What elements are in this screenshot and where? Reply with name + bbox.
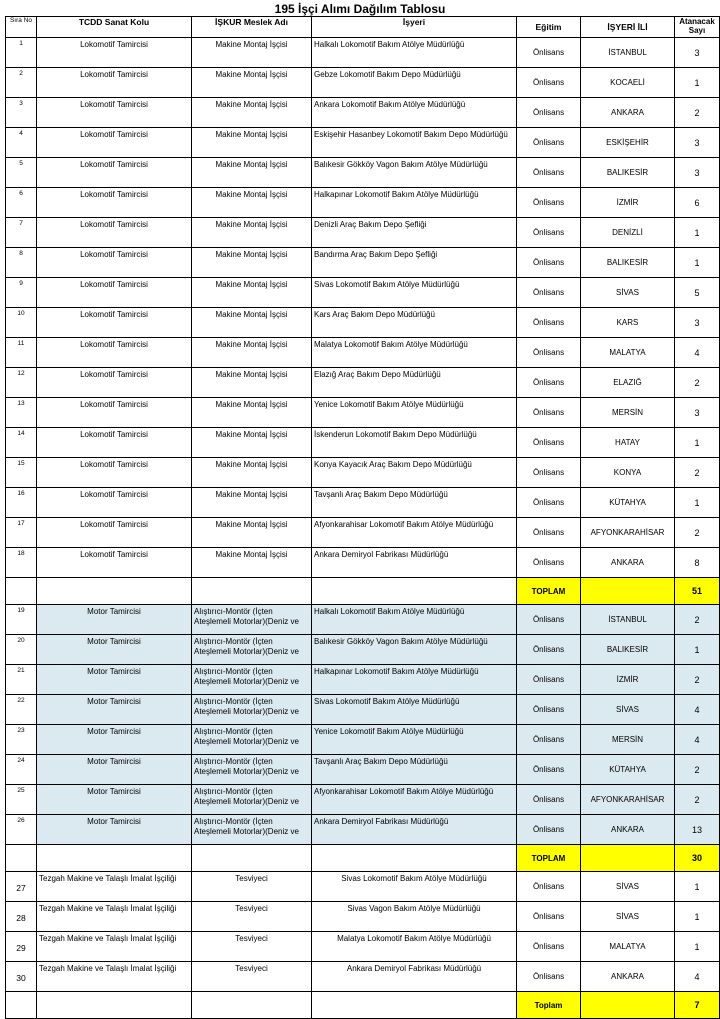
table-row [6,635,720,665]
sayi-cell: 2 [675,605,720,635]
meslek-cell: Makine Montaj İşçisi [192,338,312,368]
isyeri-cell: Elazığ Araç Bakım Depo Müdürlüğü [312,368,517,398]
table-row [6,68,720,98]
empty-cell [37,845,192,872]
meslek-cell: Makine Montaj İşçisi [192,398,312,428]
sayi-cell: 4 [675,725,720,755]
meslek-cell: Alıştırıcı-Montör (İçten Ateşlemeli Motorlar)(Deniz ve [192,665,312,695]
isyeri-cell: Kars Araç Bakım Depo Müdürlüğü [312,308,517,338]
il-cell: ANKARA [581,962,675,992]
table-row [6,338,720,368]
table-row [6,398,720,428]
sanat-kolu-cell: Tezgah Makine ve Talaşlı İmalat İşçiliği [37,872,192,902]
table-row [6,308,720,338]
total-label: TOPLAM [517,578,581,605]
il-cell: ANKARA [581,98,675,128]
table-row [6,725,720,755]
table-row [6,368,720,398]
il-cell: KARS [581,308,675,338]
il-cell: DENİZLİ [581,218,675,248]
il-cell: ELAZIĞ [581,368,675,398]
total-label: TOPLAM [517,845,581,872]
total-value: 7 [675,992,720,1019]
egitim-cell: Önlisans [517,725,581,755]
isyeri-cell: Sivas Vagon Bakım Atölye Müdürlüğü [312,902,517,932]
total-empty-cell [581,578,675,605]
isyeri-cell: Sivas Lokomotif Bakım Atölye Müdürlüğü [312,695,517,725]
il-cell: BALIKESİR [581,248,675,278]
meslek-cell: Tesviyeci [192,872,312,902]
il-cell: İZMİR [581,665,675,695]
meslek-cell: Makine Montaj İşçisi [192,278,312,308]
sanat-kolu-cell: Lokomotif Tamircisi [37,248,192,278]
empty-cell [312,578,517,605]
isyeri-cell: Malatya Lokomotif Bakım Atölye Müdürlüğü [312,338,517,368]
sayi-cell: 2 [675,518,720,548]
meslek-cell: Makine Montaj İşçisi [192,518,312,548]
sanat-kolu-cell: Lokomotif Tamircisi [37,518,192,548]
meslek-cell: Tesviyeci [192,932,312,962]
meslek-cell: Makine Montaj İşçisi [192,368,312,398]
isyeri-cell: Halkalı Lokomotif Bakım Atölye Müdürlüğü [312,38,517,68]
egitim-cell: Önlisans [517,218,581,248]
sanat-kolu-cell: Lokomotif Tamircisi [37,458,192,488]
il-cell: MALATYA [581,338,675,368]
table-row [6,902,720,932]
total-empty-cell [581,845,675,872]
table-row [6,218,720,248]
empty-cell [192,845,312,872]
header-egitim: Eğitim [517,17,581,38]
empty-cell [6,578,37,605]
total-value: 30 [675,845,720,872]
egitim-cell: Önlisans [517,695,581,725]
total-row [6,992,720,1019]
table-row [6,98,720,128]
row-number: 13 [6,398,37,428]
il-cell: SİVAS [581,695,675,725]
total-row [6,845,720,872]
total-row [6,578,720,605]
sanat-kolu-cell: Lokomotif Tamircisi [37,338,192,368]
il-cell: MERSİN [581,725,675,755]
meslek-cell: Makine Montaj İşçisi [192,158,312,188]
il-cell: SİVAS [581,872,675,902]
egitim-cell: Önlisans [517,398,581,428]
il-cell: İZMİR [581,188,675,218]
il-cell: SİVAS [581,902,675,932]
row-number: 27 [6,872,37,902]
table-row [6,548,720,578]
isyeri-cell: Afyonkarahisar Lokomotif Bakım Atölye Müdürlüğü [312,518,517,548]
row-number: 20 [6,635,37,665]
sayi-cell: 1 [675,932,720,962]
isyeri-cell: Gebze Lokomotif Bakım Depo Müdürlüğü [312,68,517,98]
egitim-cell: Önlisans [517,635,581,665]
egitim-cell: Önlisans [517,278,581,308]
empty-cell [312,845,517,872]
sanat-kolu-cell: Lokomotif Tamircisi [37,398,192,428]
sayi-cell: 4 [675,695,720,725]
total-empty-cell [581,992,675,1019]
isyeri-cell: Sivas Lokomotif Bakım Atölye Müdürlüğü [312,872,517,902]
sanat-kolu-cell: Tezgah Makine ve Talaşlı İmalat İşçiliği [37,902,192,932]
isyeri-cell: Yenice Lokomotif Bakım Atölye Müdürlüğü [312,398,517,428]
table-row [6,458,720,488]
row-number: 19 [6,605,37,635]
isyeri-cell: Yenice Lokomotif Bakım Atölye Müdürlüğü [312,725,517,755]
header-sayi: Atanacak Sayı [675,17,720,38]
sayi-cell: 2 [675,665,720,695]
table-row [6,962,720,992]
sayi-cell: 2 [675,755,720,785]
row-number: 17 [6,518,37,548]
table-row [6,188,720,218]
row-number: 22 [6,695,37,725]
isyeri-cell: Malatya Lokomotif Bakım Atölye Müdürlüğü [312,932,517,962]
sanat-kolu-cell: Lokomotif Tamircisi [37,368,192,398]
sayi-cell: 3 [675,128,720,158]
row-number: 21 [6,665,37,695]
meslek-cell: Makine Montaj İşçisi [192,248,312,278]
table-row [6,665,720,695]
sanat-kolu-cell: Motor Tamircisi [37,695,192,725]
isyeri-cell: Tavşanlı Araç Bakım Depo Müdürlüğü [312,488,517,518]
meslek-cell: Makine Montaj İşçisi [192,548,312,578]
row-number: 2 [6,68,37,98]
sayi-cell: 1 [675,218,720,248]
sayi-cell: 2 [675,785,720,815]
table-row [6,428,720,458]
isyeri-cell: Halkapınar Lokomotif Bakım Atölye Müdürlüğü [312,665,517,695]
il-cell: ANKARA [581,815,675,845]
meslek-cell: Makine Montaj İşçisi [192,308,312,338]
il-cell: BALIKESİR [581,635,675,665]
row-number: 7 [6,218,37,248]
egitim-cell: Önlisans [517,665,581,695]
row-number: 18 [6,548,37,578]
meslek-cell: Alıştırıcı-Montör (İçten Ateşlemeli Motorlar)(Deniz ve [192,725,312,755]
empty-cell [192,578,312,605]
table-row [6,38,720,68]
egitim-cell: Önlisans [517,458,581,488]
table-row [6,518,720,548]
il-cell: BALIKESİR [581,158,675,188]
sayi-cell: 1 [675,68,720,98]
sanat-kolu-cell: Motor Tamircisi [37,755,192,785]
row-number: 30 [6,962,37,992]
table-row [6,488,720,518]
sayi-cell: 4 [675,962,720,992]
table-row [6,932,720,962]
sayi-cell: 5 [675,278,720,308]
total-value: 51 [675,578,720,605]
empty-cell [312,992,517,1019]
row-number: 6 [6,188,37,218]
sayi-cell: 1 [675,635,720,665]
egitim-cell: Önlisans [517,68,581,98]
sayi-cell: 3 [675,308,720,338]
il-cell: KÜTAHYA [581,755,675,785]
meslek-cell: Alıştırıcı-Montör (İçten Ateşlemeli Motorlar)(Deniz ve [192,695,312,725]
empty-cell [192,992,312,1019]
il-cell: SİVAS [581,278,675,308]
row-number: 24 [6,755,37,785]
il-cell: ESKİŞEHİR [581,128,675,158]
header-row [6,17,720,38]
table-row [6,278,720,308]
table-row [6,872,720,902]
meslek-cell: Tesviyeci [192,902,312,932]
header-isyeri: İşyeri [312,17,517,38]
sanat-kolu-cell: Motor Tamircisi [37,815,192,845]
il-cell: İSTANBUL [581,38,675,68]
distribution-table [5,16,720,1019]
sanat-kolu-cell: Lokomotif Tamircisi [37,548,192,578]
isyeri-cell: Balıkesir Gökköy Vagon Bakım Atölye Müdürlüğü [312,158,517,188]
isyeri-cell: Ankara Lokomotif Bakım Atölye Müdürlüğü [312,98,517,128]
egitim-cell: Önlisans [517,815,581,845]
row-number: 11 [6,338,37,368]
il-cell: AFYONKARAHİSAR [581,518,675,548]
row-number: 29 [6,932,37,962]
egitim-cell: Önlisans [517,902,581,932]
meslek-cell: Alıştırıcı-Montör (İçten Ateşlemeli Motorlar)(Deniz ve [192,605,312,635]
table-row [6,248,720,278]
isyeri-cell: İskenderun Lokomotif Bakım Depo Müdürlüğü [312,428,517,458]
meslek-cell: Makine Montaj İşçisi [192,38,312,68]
sanat-kolu-cell: Lokomotif Tamircisi [37,158,192,188]
sayi-cell: 3 [675,158,720,188]
table-row [6,695,720,725]
header-kol: TCDD Sanat Kolu [37,17,192,38]
header-meslek: İŞKUR Meslek Adı [192,17,312,38]
sanat-kolu-cell: Lokomotif Tamircisi [37,488,192,518]
header-sira: Sıra No [6,17,37,38]
egitim-cell: Önlisans [517,488,581,518]
isyeri-cell: Eskişehir Hasanbey Lokomotif Bakım Depo Müdürlüğü [312,128,517,158]
row-number: 4 [6,128,37,158]
row-number: 12 [6,368,37,398]
row-number: 28 [6,902,37,932]
egitim-cell: Önlisans [517,308,581,338]
il-cell: KOCAELİ [581,68,675,98]
il-cell: ANKARA [581,548,675,578]
egitim-cell: Önlisans [517,518,581,548]
sanat-kolu-cell: Lokomotif Tamircisi [37,38,192,68]
isyeri-cell: Bandırma Araç Bakım Depo Şefliği [312,248,517,278]
sanat-kolu-cell: Lokomotif Tamircisi [37,98,192,128]
isyeri-cell: Halkapınar Lokomotif Bakım Atölye Müdürlüğü [312,188,517,218]
egitim-cell: Önlisans [517,338,581,368]
isyeri-cell: Tavşanlı Araç Bakım Depo Müdürlüğü [312,755,517,785]
egitim-cell: Önlisans [517,188,581,218]
sayi-cell: 13 [675,815,720,845]
empty-cell [37,578,192,605]
table-row [6,128,720,158]
egitim-cell: Önlisans [517,605,581,635]
sanat-kolu-cell: Tezgah Makine ve Talaşlı İmalat İşçiliği [37,962,192,992]
egitim-cell: Önlisans [517,158,581,188]
il-cell: AFYONKARAHİSAR [581,785,675,815]
sanat-kolu-cell: Motor Tamircisi [37,725,192,755]
il-cell: İSTANBUL [581,605,675,635]
isyeri-cell: Afyonkarahisar Lokomotif Bakım Atölye Müdürlüğü [312,785,517,815]
meslek-cell: Makine Montaj İşçisi [192,218,312,248]
sayi-cell: 2 [675,458,720,488]
row-number: 14 [6,428,37,458]
sayi-cell: 2 [675,98,720,128]
sanat-kolu-cell: Motor Tamircisi [37,785,192,815]
page-title: 195 İşçi Alımı Dağılım Tablosu [274,2,446,16]
sayi-cell: 3 [675,38,720,68]
egitim-cell: Önlisans [517,932,581,962]
sayi-cell: 8 [675,548,720,578]
il-cell: HATAY [581,428,675,458]
meslek-cell: Makine Montaj İşçisi [192,488,312,518]
row-number: 9 [6,278,37,308]
row-number: 26 [6,815,37,845]
meslek-cell: Makine Montaj İşçisi [192,128,312,158]
meslek-cell: Tesviyeci [192,962,312,992]
sanat-kolu-cell: Tezgah Makine ve Talaşlı İmalat İşçiliği [37,932,192,962]
meslek-cell: Alıştırıcı-Montör (İçten Ateşlemeli Motorlar)(Deniz ve [192,635,312,665]
row-number: 1 [6,38,37,68]
sayi-cell: 1 [675,872,720,902]
il-cell: MERSİN [581,398,675,428]
empty-cell [6,992,37,1019]
meslek-cell: Makine Montaj İşçisi [192,428,312,458]
sanat-kolu-cell: Lokomotif Tamircisi [37,188,192,218]
meslek-cell: Alıştırıcı-Montör (İçten Ateşlemeli Motorlar)(Deniz ve [192,755,312,785]
header-il: İŞYERİ İLİ [581,17,675,38]
il-cell: KÜTAHYA [581,488,675,518]
empty-cell [37,992,192,1019]
egitim-cell: Önlisans [517,962,581,992]
il-cell: KONYA [581,458,675,488]
meslek-cell: Alıştırıcı-Montör (İçten Ateşlemeli Motorlar)(Deniz ve [192,815,312,845]
sayi-cell: 3 [675,398,720,428]
isyeri-cell: Ankara Demiryol Fabrikası Müdürlüğü [312,548,517,578]
row-number: 16 [6,488,37,518]
sanat-kolu-cell: Lokomotif Tamircisi [37,68,192,98]
sayi-cell: 6 [675,188,720,218]
table-row [6,158,720,188]
egitim-cell: Önlisans [517,248,581,278]
isyeri-cell: Denizli Araç Bakım Depo Şefliği [312,218,517,248]
row-number: 3 [6,98,37,128]
row-number: 15 [6,458,37,488]
meslek-cell: Makine Montaj İşçisi [192,188,312,218]
isyeri-cell: Halkalı Lokomotif Bakım Atölye Müdürlüğü [312,605,517,635]
sanat-kolu-cell: Motor Tamircisi [37,665,192,695]
row-number: 8 [6,248,37,278]
sayi-cell: 1 [675,902,720,932]
row-number: 25 [6,785,37,815]
sanat-kolu-cell: Lokomotif Tamircisi [37,128,192,158]
meslek-cell: Alıştırıcı-Montör (İçten Ateşlemeli Motorlar)(Deniz ve [192,785,312,815]
meslek-cell: Makine Montaj İşçisi [192,68,312,98]
sanat-kolu-cell: Motor Tamircisi [37,635,192,665]
sanat-kolu-cell: Lokomotif Tamircisi [37,428,192,458]
il-cell: MALATYA [581,932,675,962]
isyeri-cell: Sivas Lokomotif Bakım Atölye Müdürlüğü [312,278,517,308]
sanat-kolu-cell: Motor Tamircisi [37,605,192,635]
egitim-cell: Önlisans [517,128,581,158]
total-label: Toplam [517,992,581,1019]
row-number: 10 [6,308,37,338]
isyeri-cell: Balıkesir Gökköy Vagon Bakım Atölye Müdürlüğü [312,635,517,665]
meslek-cell: Makine Montaj İşçisi [192,98,312,128]
sanat-kolu-cell: Lokomotif Tamircisi [37,218,192,248]
egitim-cell: Önlisans [517,755,581,785]
sayi-cell: 1 [675,428,720,458]
row-number: 23 [6,725,37,755]
sanat-kolu-cell: Lokomotif Tamircisi [37,278,192,308]
table-row [6,815,720,845]
isyeri-cell: Konya Kayacık Araç Bakım Depo Müdürlüğü [312,458,517,488]
egitim-cell: Önlisans [517,548,581,578]
egitim-cell: Önlisans [517,38,581,68]
isyeri-cell: Ankara Demiryol Fabrikası Müdürlüğü [312,815,517,845]
egitim-cell: Önlisans [517,872,581,902]
empty-cell [6,845,37,872]
egitim-cell: Önlisans [517,428,581,458]
egitim-cell: Önlisans [517,785,581,815]
row-number: 5 [6,158,37,188]
meslek-cell: Makine Montaj İşçisi [192,458,312,488]
isyeri-cell: Ankara Demiryol Fabrikası Müdürlüğü [312,962,517,992]
table-row [6,605,720,635]
sayi-cell: 1 [675,488,720,518]
table-row [6,755,720,785]
table-row [6,785,720,815]
sanat-kolu-cell: Lokomotif Tamircisi [37,308,192,338]
egitim-cell: Önlisans [517,98,581,128]
sayi-cell: 4 [675,338,720,368]
sayi-cell: 2 [675,368,720,398]
egitim-cell: Önlisans [517,368,581,398]
sayi-cell: 1 [675,248,720,278]
